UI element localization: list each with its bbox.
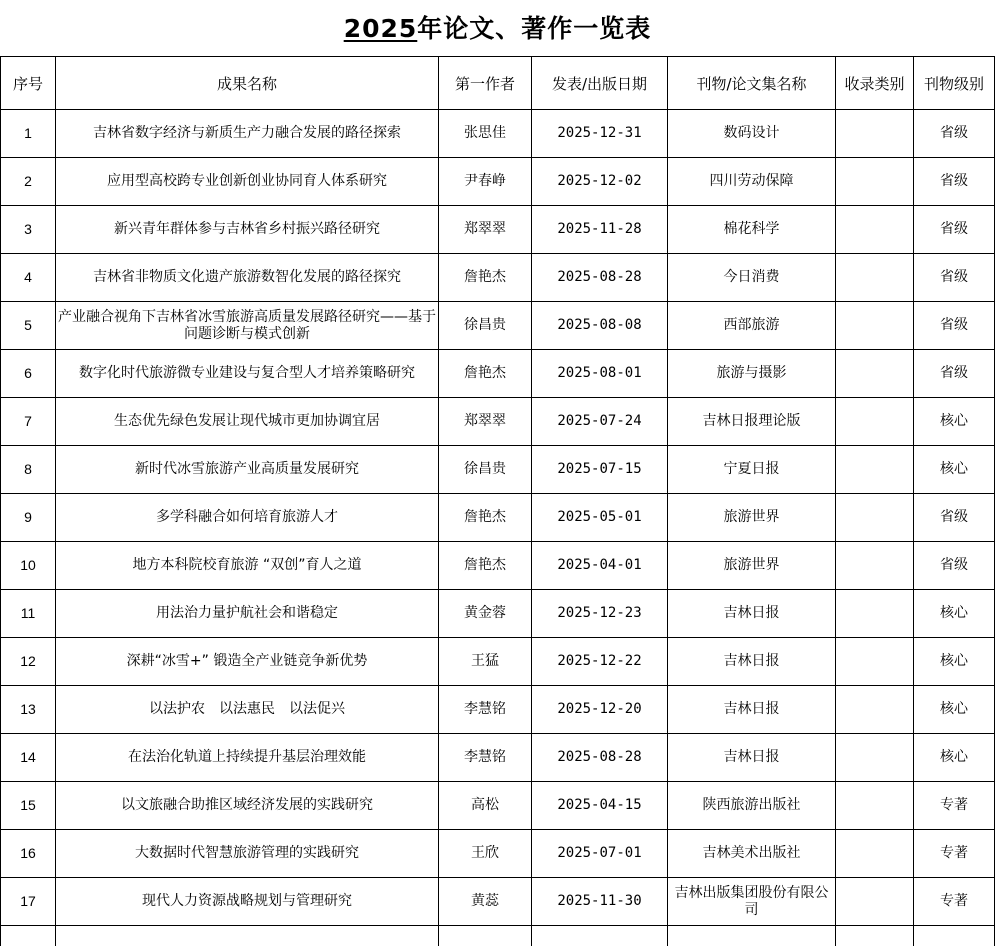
cell-journal: 吉林日报 — [668, 686, 836, 734]
cell-author: 尹春峥 — [439, 158, 532, 206]
cell-author: 詹艳杰 — [439, 254, 532, 302]
cell-author: 高松 — [439, 782, 532, 830]
cell-category — [836, 638, 914, 686]
cell-author: 李慧铭 — [439, 686, 532, 734]
cell-author: 王欣 — [439, 830, 532, 878]
header-cell-no: 序号 — [1, 57, 56, 110]
cell-level: 核心 — [914, 590, 995, 638]
cell-author: 詹艳杰 — [439, 350, 532, 398]
cell-date: 2025-07-15 — [532, 446, 668, 494]
cell-journal: 吉林日报 — [668, 734, 836, 782]
cell-no: 1 — [1, 110, 56, 158]
cell-name: 用法治力量护航社会和谐稳定 — [56, 590, 439, 638]
table-row — [1, 302, 995, 350]
cell-journal: 吉林日报 — [668, 590, 836, 638]
table-row — [1, 590, 995, 638]
table-row — [1, 446, 995, 494]
header-cell-level: 刊物级别 — [914, 57, 995, 110]
cell-date: 2025-08-28 — [532, 734, 668, 782]
cell-journal: 吉林日报理论版 — [668, 398, 836, 446]
cell-journal: 西部旅游 — [668, 302, 836, 350]
cell-journal: 吉林美术出版社 — [668, 830, 836, 878]
cell-date: 2025-05-01 — [532, 494, 668, 542]
cell-level: 省级 — [914, 158, 995, 206]
cell-name: 大数据时代智慧旅游管理的实践研究 — [56, 830, 439, 878]
cell-journal: 旅游世界 — [668, 542, 836, 590]
cell-date: 2025-12-22 — [532, 638, 668, 686]
cell-date: 2025-08-28 — [532, 254, 668, 302]
cell-author: 王猛 — [439, 638, 532, 686]
cell-no: 10 — [1, 542, 56, 590]
cell-date: 2025-12-20 — [532, 686, 668, 734]
cell-date: 2025-12-23 — [532, 590, 668, 638]
cell-journal: 吉林出版集团股份有限公司 — [668, 878, 836, 926]
cell-level: 专著 — [914, 878, 995, 926]
cell-journal: 旅游世界 — [668, 494, 836, 542]
cell-name: 多学科融合如何培育旅游人才 — [56, 494, 439, 542]
table-row — [1, 254, 995, 302]
table-row — [1, 734, 995, 782]
header-cell-name: 成果名称 — [56, 57, 439, 110]
cell-level: 专著 — [914, 830, 995, 878]
cell-category — [836, 542, 914, 590]
cell-category — [836, 158, 914, 206]
cell-no: 11 — [1, 590, 56, 638]
cell-category — [836, 398, 914, 446]
table-row — [1, 638, 995, 686]
cell-level: 省级 — [914, 254, 995, 302]
header-cell-author: 第一作者 — [439, 57, 532, 110]
header-cell-date: 发表/出版日期 — [532, 57, 668, 110]
cell-no: 6 — [1, 350, 56, 398]
cell-author: 李慧铭 — [439, 734, 532, 782]
cell-level: 核心 — [914, 398, 995, 446]
table-body — [1, 110, 995, 946]
header-row — [1, 57, 995, 110]
cell-name: 深耕“冰雪+” 锻造全产业链竞争新优势 — [56, 638, 439, 686]
cell-category — [836, 350, 914, 398]
cell-author: 张思佳 — [439, 110, 532, 158]
cell-name: 在法治化轨道上持续提升基层治理效能 — [56, 734, 439, 782]
cell-no: 16 — [1, 830, 56, 878]
cell-name: 以法护农 以法惠民 以法促兴 — [56, 686, 439, 734]
table-row — [1, 686, 995, 734]
cell-no: 4 — [1, 254, 56, 302]
cell-level: 省级 — [914, 206, 995, 254]
cell-journal: 宁夏日报 — [668, 446, 836, 494]
cell-date: 2025-07-24 — [532, 398, 668, 446]
cell-category — [836, 686, 914, 734]
cell-name: 产业融合视角下吉林省冰雪旅游高质量发展路径研究——基于问题诊断与模式创新 — [56, 302, 439, 350]
cell-no: 14 — [1, 734, 56, 782]
cell-date: 2025-08-08 — [532, 302, 668, 350]
header-cell-category: 收录类别 — [836, 57, 914, 110]
cell-name: 现代人力资源战略规划与管理研究 — [56, 878, 439, 926]
cell-level: 省级 — [914, 542, 995, 590]
cell-level: 省级 — [914, 302, 995, 350]
cell-level: 专著 — [914, 782, 995, 830]
cell-name: 地方本科院校育旅游 “双创”育人之道 — [56, 542, 439, 590]
table-row — [1, 878, 995, 926]
cell-category — [836, 446, 914, 494]
cell-category — [836, 494, 914, 542]
cell-date: 2025-04-01 — [532, 542, 668, 590]
cell-author: 黄蕊 — [439, 878, 532, 926]
table-row-partial — [1, 926, 995, 946]
table-row — [1, 350, 995, 398]
table-row — [1, 206, 995, 254]
cell-no: 3 — [1, 206, 56, 254]
cell-date: 2025-11-30 — [532, 878, 668, 926]
cell-author: 郑翠翠 — [439, 398, 532, 446]
cell-no: 7 — [1, 398, 56, 446]
title-year: 2025 — [344, 14, 418, 43]
cell-author: 詹艳杰 — [439, 542, 532, 590]
cell-name: 数字化时代旅游微专业建设与复合型人才培养策略研究 — [56, 350, 439, 398]
table-row — [1, 110, 995, 158]
cell-name: 应用型高校跨专业创新创业协同育人体系研究 — [56, 158, 439, 206]
cell-category — [836, 878, 914, 926]
cell-journal: 旅游与摄影 — [668, 350, 836, 398]
cell-journal: 数码设计 — [668, 110, 836, 158]
cell-journal: 吉林日报 — [668, 638, 836, 686]
cell-level: 省级 — [914, 350, 995, 398]
cell-no: 2 — [1, 158, 56, 206]
achievements-table — [0, 56, 995, 946]
cell-category — [836, 590, 914, 638]
cell-author: 徐昌贵 — [439, 302, 532, 350]
cell-name: 吉林省非物质文化遗产旅游数智化发展的路径探究 — [56, 254, 439, 302]
cell-date: 2025-07-01 — [532, 830, 668, 878]
cell-level: 省级 — [914, 110, 995, 158]
cell-no: 15 — [1, 782, 56, 830]
cell-author: 郑翠翠 — [439, 206, 532, 254]
cell-journal: 今日消费 — [668, 254, 836, 302]
cell-no: 17 — [1, 878, 56, 926]
cell-level: 核心 — [914, 686, 995, 734]
cell-date: 2025-12-02 — [532, 158, 668, 206]
cell-level: 核心 — [914, 446, 995, 494]
cell-name: 新兴青年群体参与吉林省乡村振兴路径研究 — [56, 206, 439, 254]
cell-journal: 陕西旅游出版社 — [668, 782, 836, 830]
cell-author: 徐昌贵 — [439, 446, 532, 494]
cell-category — [836, 830, 914, 878]
cell-date: 2025-12-31 — [532, 110, 668, 158]
cell-category — [836, 734, 914, 782]
cell-category — [836, 302, 914, 350]
cell-no: 5 — [1, 302, 56, 350]
cell-date: 2025-11-28 — [532, 206, 668, 254]
cell-no: 13 — [1, 686, 56, 734]
cell-author: 詹艳杰 — [439, 494, 532, 542]
table-row — [1, 158, 995, 206]
title-text: 年论文、著作一览表 — [417, 14, 651, 43]
cell-category — [836, 110, 914, 158]
cell-name: 生态优先绿色发展让现代城市更加协调宜居 — [56, 398, 439, 446]
cell-category — [836, 206, 914, 254]
cell-category — [836, 254, 914, 302]
cell-level: 核心 — [914, 638, 995, 686]
cell-journal: 棉花科学 — [668, 206, 836, 254]
cell-journal: 四川劳动保障 — [668, 158, 836, 206]
cell-name: 新时代冰雪旅游产业高质量发展研究 — [56, 446, 439, 494]
header-cell-journal: 刊物/论文集名称 — [668, 57, 836, 110]
cell-author: 黄金蓉 — [439, 590, 532, 638]
cell-name: 以文旅融合助推区域经济发展的实践研究 — [56, 782, 439, 830]
table-row — [1, 542, 995, 590]
cell-date: 2025-04-15 — [532, 782, 668, 830]
cell-no: 12 — [1, 638, 56, 686]
cell-category — [836, 782, 914, 830]
table-row — [1, 494, 995, 542]
cell-name: 吉林省数字经济与新质生产力融合发展的路径探索 — [56, 110, 439, 158]
cell-level: 省级 — [914, 494, 995, 542]
table-row — [1, 398, 995, 446]
cell-no: 9 — [1, 494, 56, 542]
table-row — [1, 830, 995, 878]
table-row — [1, 782, 995, 830]
cell-date: 2025-08-01 — [532, 350, 668, 398]
cell-level: 核心 — [914, 734, 995, 782]
page-title — [0, 0, 995, 56]
cell-no: 8 — [1, 446, 56, 494]
